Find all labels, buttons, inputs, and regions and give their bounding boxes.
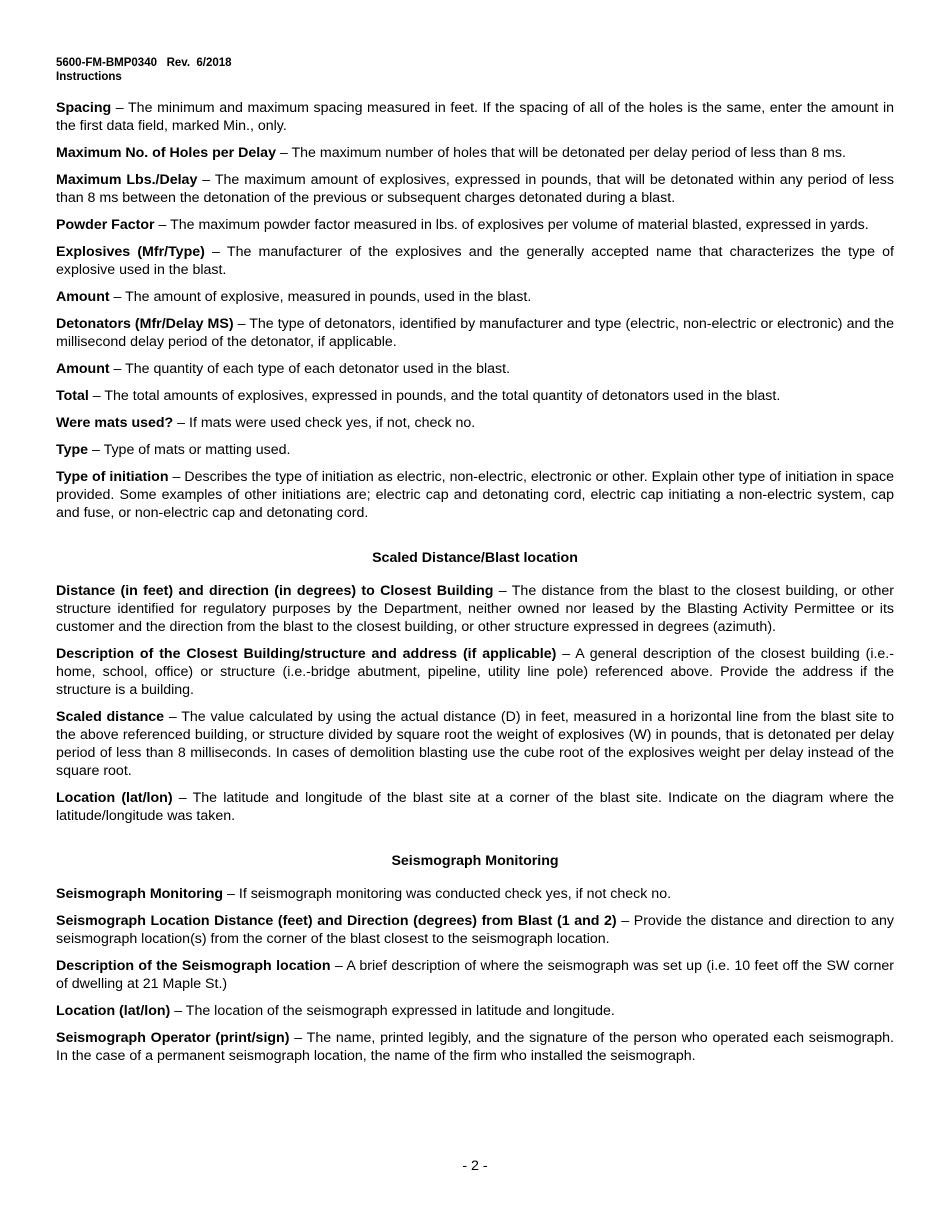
entry-seismograph-location-distance bbox=[56, 912, 894, 948]
entry-description: – The value calculated by using the actual distance (D) in feet, measured in a horizontal line from the blast site to the above referenced building, or structure divided by square root the weight of explosives (W) in pounds, that is detonated per delay period of less than 8 milliseconds. In cases of demolition blasting use the cube root of the explosives weight per delay instead of the square root. bbox=[56, 709, 895, 779]
entry-description: – Provide the distance and direction to any seismograph location(s) from the corner of the blast closest to the seismograph location. bbox=[56, 913, 894, 947]
entry-term: Seismograph Operator (print/sign) bbox=[56, 1030, 290, 1046]
entry-seismograph-monitoring bbox=[56, 885, 894, 903]
entry-term: Type bbox=[56, 442, 89, 458]
entry-term: Total bbox=[56, 388, 89, 404]
entry-mat-type bbox=[56, 441, 894, 459]
entry-term: Description of the Seismograph location bbox=[56, 958, 331, 974]
entry-term: Distance (in feet) and direction (in degrees) to Closest Building bbox=[56, 583, 494, 599]
entry-explosives bbox=[56, 243, 894, 279]
entry-description: – The quantity of each type of each detonator used in the blast. bbox=[109, 361, 511, 377]
entry-closest-building-description bbox=[56, 645, 894, 699]
entry-description: – If seismograph monitoring was conducted check yes, if not check no. bbox=[223, 886, 672, 902]
entry-description: – A general description of the closest building (i.e.-home, school, office) or structure (i.e.-bridge abutment, pipeline, utility line pole) referenced above. Provide the address if the structure is a building. bbox=[56, 646, 894, 698]
entry-term: Amount bbox=[56, 289, 110, 305]
form-header bbox=[56, 56, 894, 84]
entry-powder-factor bbox=[56, 216, 894, 234]
entry-term: Detonators (Mfr/Delay MS) bbox=[56, 316, 234, 332]
section-title-scaled-distance: Scaled Distance/Blast location bbox=[372, 550, 578, 566]
form-subtitle: Instructions bbox=[56, 71, 122, 83]
entry-description: – The maximum number of holes that will be detonated per delay period of less than 8 ms. bbox=[275, 145, 846, 161]
entry-spacing bbox=[56, 99, 894, 135]
entry-term: Location (lat/lon) bbox=[56, 1003, 171, 1019]
entry-term: Location (lat/lon) bbox=[56, 790, 173, 806]
entry-term: Spacing bbox=[56, 100, 112, 116]
entry-description: – The amount of explosive, measured in pounds, used in the blast. bbox=[109, 289, 532, 305]
entry-detonator-amount bbox=[56, 360, 894, 378]
entry-description: – The latitude and longitude of the blast site at a corner of the blast site. Indicate on the diagram where the latitude/longitude was taken. bbox=[56, 790, 895, 824]
form-number: 5600-FM-BMP0340 Rev. 6/2018 bbox=[56, 57, 232, 69]
entry-seismograph-latlon bbox=[56, 1002, 894, 1020]
entry-seismograph-operator bbox=[56, 1029, 894, 1065]
entry-scaled-distance bbox=[56, 708, 894, 780]
entry-description: – The distance from the blast to the closest building, or other structure identified for regulatory purposes by the Department, neither owned nor leased by the Blasting Activity Permittee or its customer and the direction from the blast to the closest building, or other structure expressed in degrees (azimuth). bbox=[56, 583, 894, 635]
entry-type-of-initiation bbox=[56, 468, 894, 522]
entries-seismograph bbox=[56, 885, 894, 1065]
entry-description: – The maximum amount of explosives, expressed in pounds, that will be detonated within any period of less than 8 ms between the detonation of the previous or subsequent charges detonated during a blast. bbox=[56, 172, 894, 206]
entry-term: Were mats used? bbox=[56, 415, 174, 431]
entry-explosive-amount bbox=[56, 288, 894, 306]
entries-general bbox=[56, 99, 894, 522]
entry-max-lbs-delay bbox=[56, 171, 894, 207]
entry-seismograph-location-description bbox=[56, 957, 894, 993]
entry-mats-used bbox=[56, 414, 894, 432]
entry-term: Seismograph Location Distance (feet) and Direction (degrees) from Blast (1 and 2) bbox=[56, 913, 617, 929]
entry-description: – The location of the seismograph expressed in latitude and longitude. bbox=[170, 1003, 615, 1019]
entry-description: – The minimum and maximum spacing measured in feet. If the spacing of all of the holes is the same, enter the amount in the first data field, marked Min., only. bbox=[56, 100, 894, 134]
page-number: - 2 - bbox=[462, 1158, 488, 1174]
entry-term: Scaled distance bbox=[56, 709, 165, 725]
entry-description: – A brief description of where the seismograph was set up (i.e. 10 feet off the SW corner of dwelling at 21 Maple St.) bbox=[56, 958, 894, 992]
entry-description: – The maximum powder factor measured in lbs. of explosives per volume of material blasted, expressed in yards. bbox=[154, 217, 869, 233]
entry-total bbox=[56, 387, 894, 405]
entry-detonators bbox=[56, 315, 894, 351]
entry-description: – If mats were used check yes, if not, check no. bbox=[173, 415, 476, 431]
entry-term: Maximum Lbs./Delay bbox=[56, 172, 198, 188]
entry-description: – Describes the type of initiation as electric, non-electric, electronic or other. Explain other type of initiation in space provided. Some examples of other initiations are; electric cap and detonating cord, electric cap initiating a non-electric system, cap and fuse, or non-electric cap and detonating cord. bbox=[56, 469, 894, 521]
entry-max-holes-per-delay bbox=[56, 144, 894, 162]
entry-description: – Type of mats or matting used. bbox=[88, 442, 291, 458]
entry-description: – The total amounts of explosives, expressed in pounds, and the total quantity of detonators used in the blast. bbox=[88, 388, 781, 404]
entry-description: – The type of detonators, identified by manufacturer and type (electric, non-electric or electronic) and the millisecond delay period of the detonator, if applicable. bbox=[56, 316, 894, 350]
entry-term: Type of initiation bbox=[56, 469, 169, 485]
entry-blast-location-latlon bbox=[56, 789, 894, 825]
document-page bbox=[56, 56, 894, 1074]
entries-scaled-distance bbox=[56, 582, 894, 825]
section-title-seismograph: Seismograph Monitoring bbox=[391, 853, 559, 869]
entry-term: Seismograph Monitoring bbox=[56, 886, 224, 902]
entry-term: Powder Factor bbox=[56, 217, 155, 233]
entry-description: – The manufacturer of the explosives and the generally accepted name that characterizes the type of explosive used in the blast. bbox=[56, 244, 894, 278]
entry-distance-to-closest-building bbox=[56, 582, 894, 636]
entry-term: Maximum No. of Holes per Delay bbox=[56, 145, 276, 161]
entry-term: Amount bbox=[56, 361, 110, 377]
entry-term: Explosives (Mfr/Type) bbox=[56, 244, 205, 260]
entry-term: Description of the Closest Building/structure and address (if applicable) bbox=[56, 646, 557, 662]
entry-description: – The name, printed legibly, and the signature of the person who operated each seismograph. In the case of a permanent seismograph location, the name of the firm who installed the seismograph. bbox=[56, 1030, 894, 1064]
